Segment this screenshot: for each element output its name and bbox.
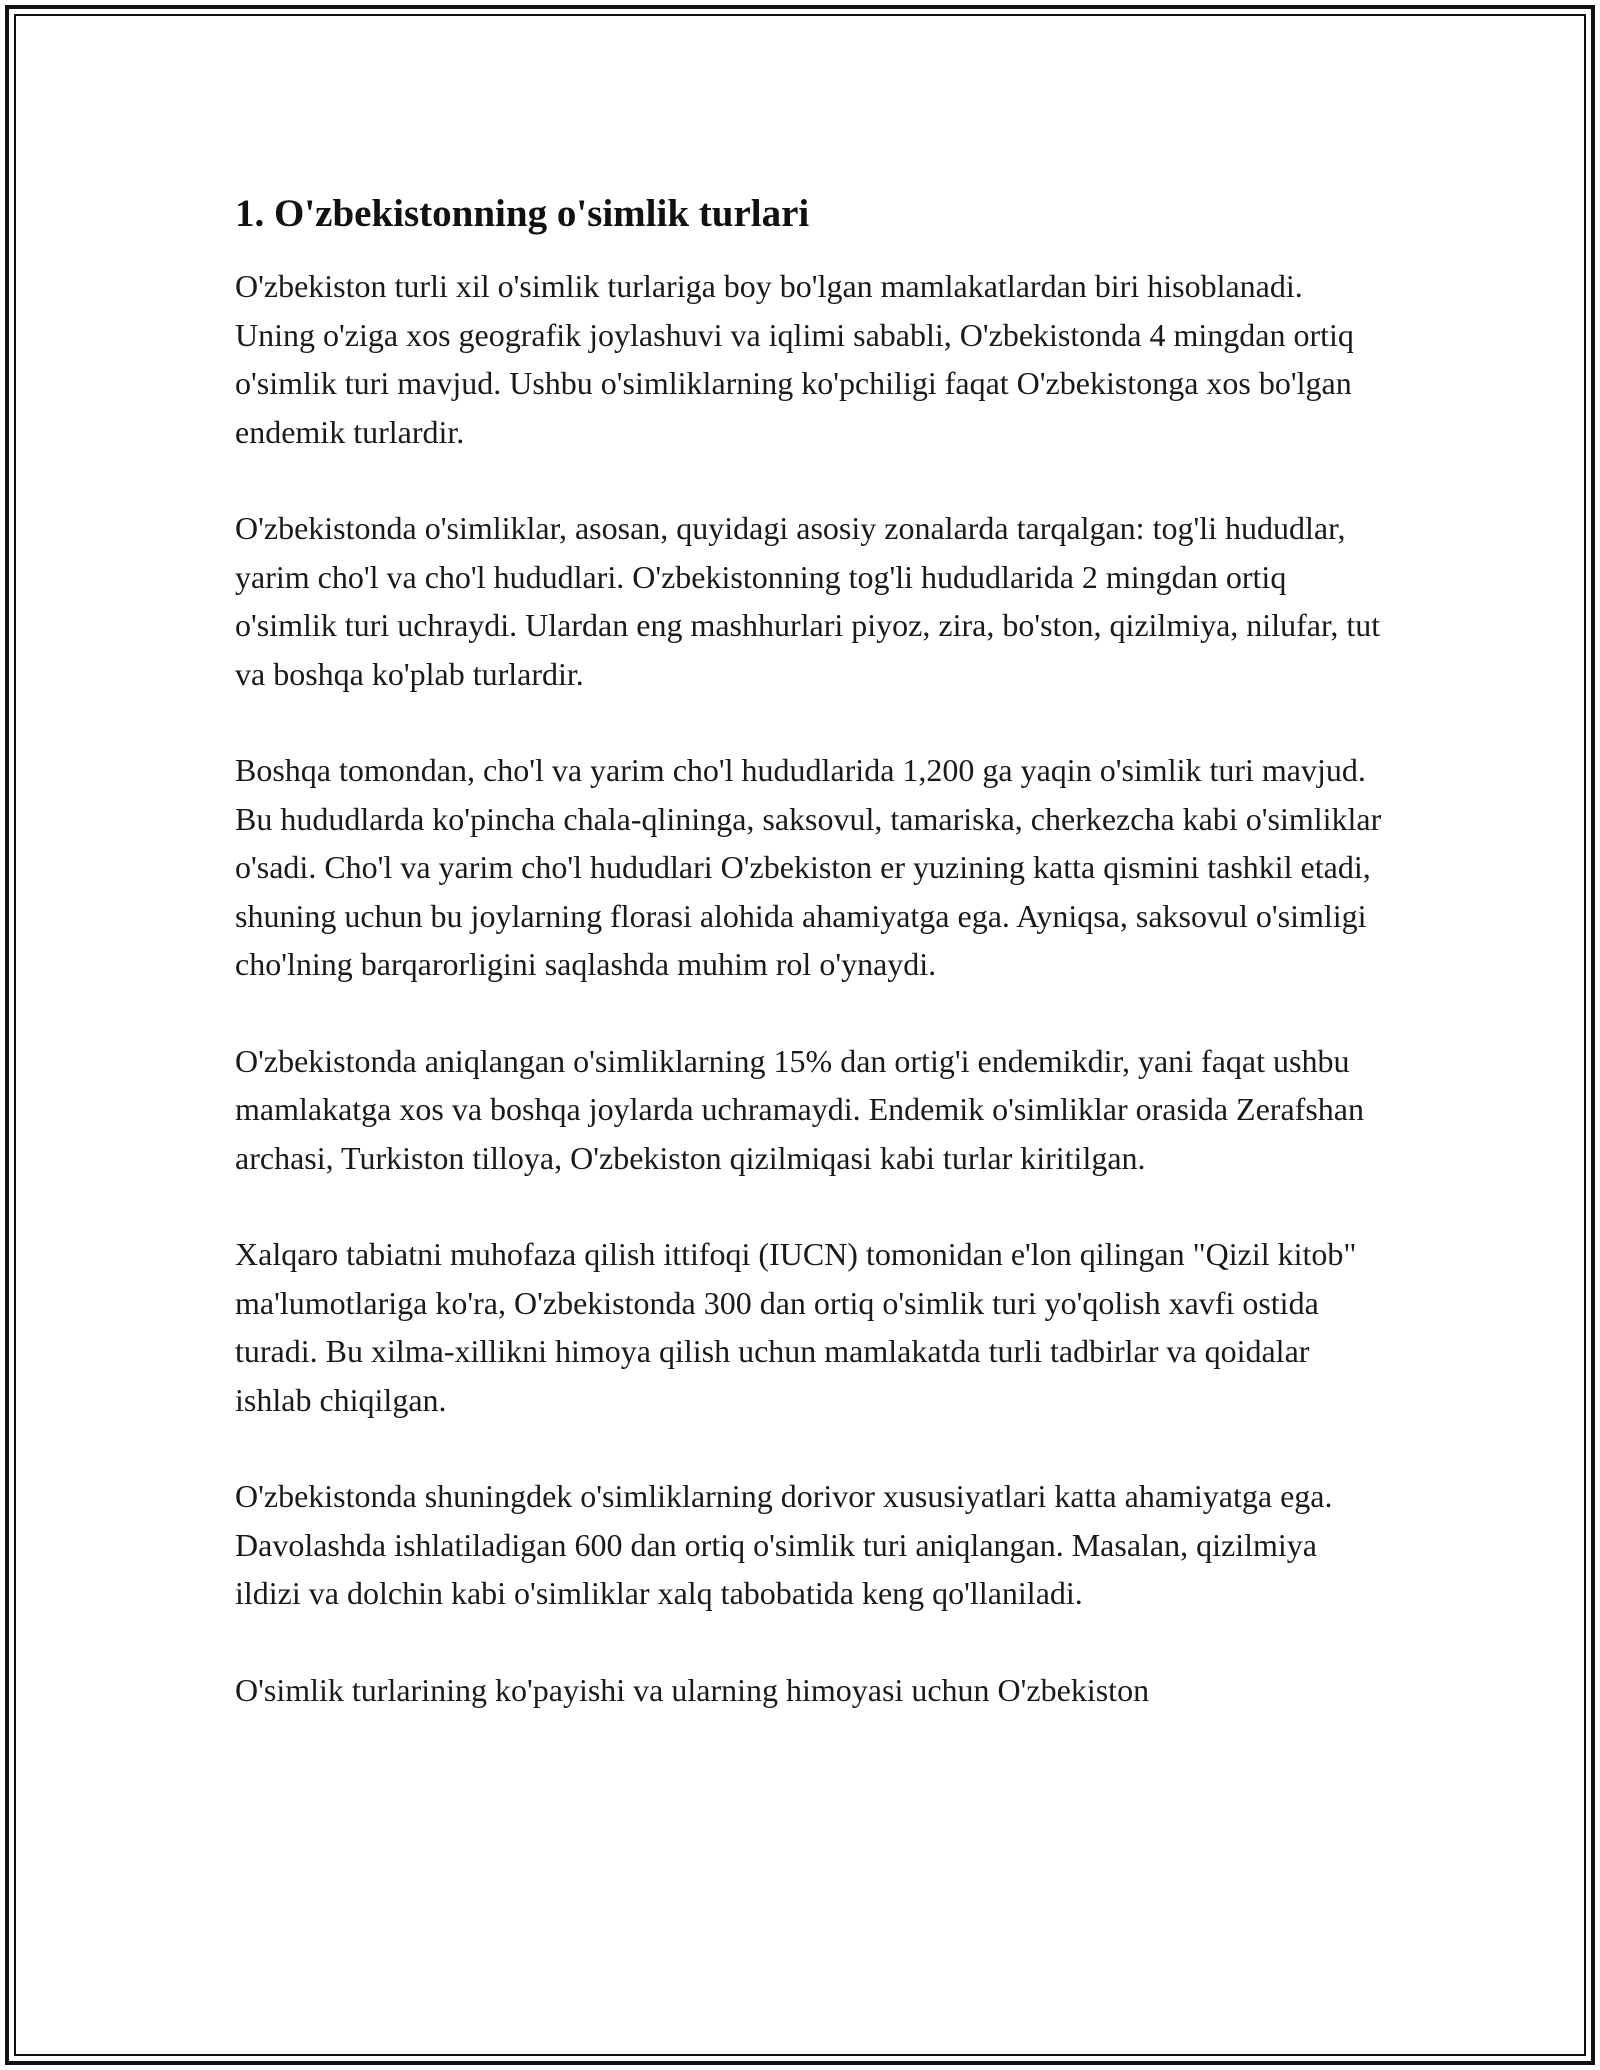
paragraph-4: O'zbekistonda aniqlangan o'simliklarning 15% dan ortig'i endemikdir, yani faqat ushbu mamlakatga xos va boshqa joylarda uchramaydi. Endemik o'simliklar orasida Zerafshan archasi, Turkiston tilloya, O'zbekiston qizilmiqasi kabi turlar kiritilgan. [235, 1042, 1364, 1176]
document-body [235, 188, 1385, 1762]
paragraph-5: Xalqaro tabiatni muhofaza qilish ittifoqi (IUCN) tomonidan e'lon qilingan "Qizil kitob" ma'lumotlariga ko'ra, O'zbekistonda 300 dan ortiq o'simlik turi yo'qolish xavfi ostida turadi. Bu xilma-xillikni himoya qilish uchun mamlakatda turli tadbirlar va qoidalar ishlab chiqilgan. [235, 1236, 1357, 1418]
section-heading: 1. O'zbekistonning o'simlik turlari [235, 192, 810, 235]
paragraph-6: O'zbekistonda shuningdek o'simliklarning dorivor xususiyatlari katta ahamiyatga ega. Davolashda ishlatiladigan 600 dan ortiq o'simlik turi aniqlangan. Masalan, qizilmiya ildizi va dolchin kabi o'simliklar xalq tabobatida keng qo'llaniladi. [235, 1478, 1333, 1611]
paragraph-2: O'zbekistonda o'simliklar, asosan, quyidagi asosiy zonalarda tarqalgan: tog'li hududlar, yarim cho'l va cho'l hududlari. O'zbekistonning tog'li hududlarida 2 mingdan ortiq o'simlik turi uchraydi. Ulardan eng mashhurlari piyoz, zira, bo'ston, qizilmiya, nilufar, tut va boshqa ko'plab turlardir. [235, 510, 1381, 692]
paragraph-3: Boshqa tomondan, cho'l va yarim cho'l hududlarida 1,200 ga yaqin o'simlik turi mavjud. Bu hududlarda ko'pincha chala-qlininga, saksovul, tamariska, cherkezcha kabi o'simliklar o'sadi. Cho'l va yarim cho'l hududlari O'zbekiston er yuzining katta qismini tashkil etadi, shuning uchun bu joylarning florasi alohida ahamiyatga ega. Ayniqsa, saksovul o'simligi cho'lning barqarorligini saqlashda muhim rol o'ynaydi. [235, 752, 1382, 982]
paragraph-1: O'zbekiston turli xil o'simlik turlariga boy bo'lgan mamlakatlardan biri hisoblanadi. Uning o'ziga xos geografik joylashuvi va iqlimi sababli, O'zbekistonda 4 mingdan ortiq o'simlik turi mavjud. Ushbu o'simliklarning ko'pchiligi faqat O'zbekistonga xos bo'lgan endemik turlardir. [235, 268, 1354, 450]
paragraph-7: O'simlik turlarining ko'payishi va ularning himoyasi uchun O'zbekiston [235, 1671, 1150, 1708]
